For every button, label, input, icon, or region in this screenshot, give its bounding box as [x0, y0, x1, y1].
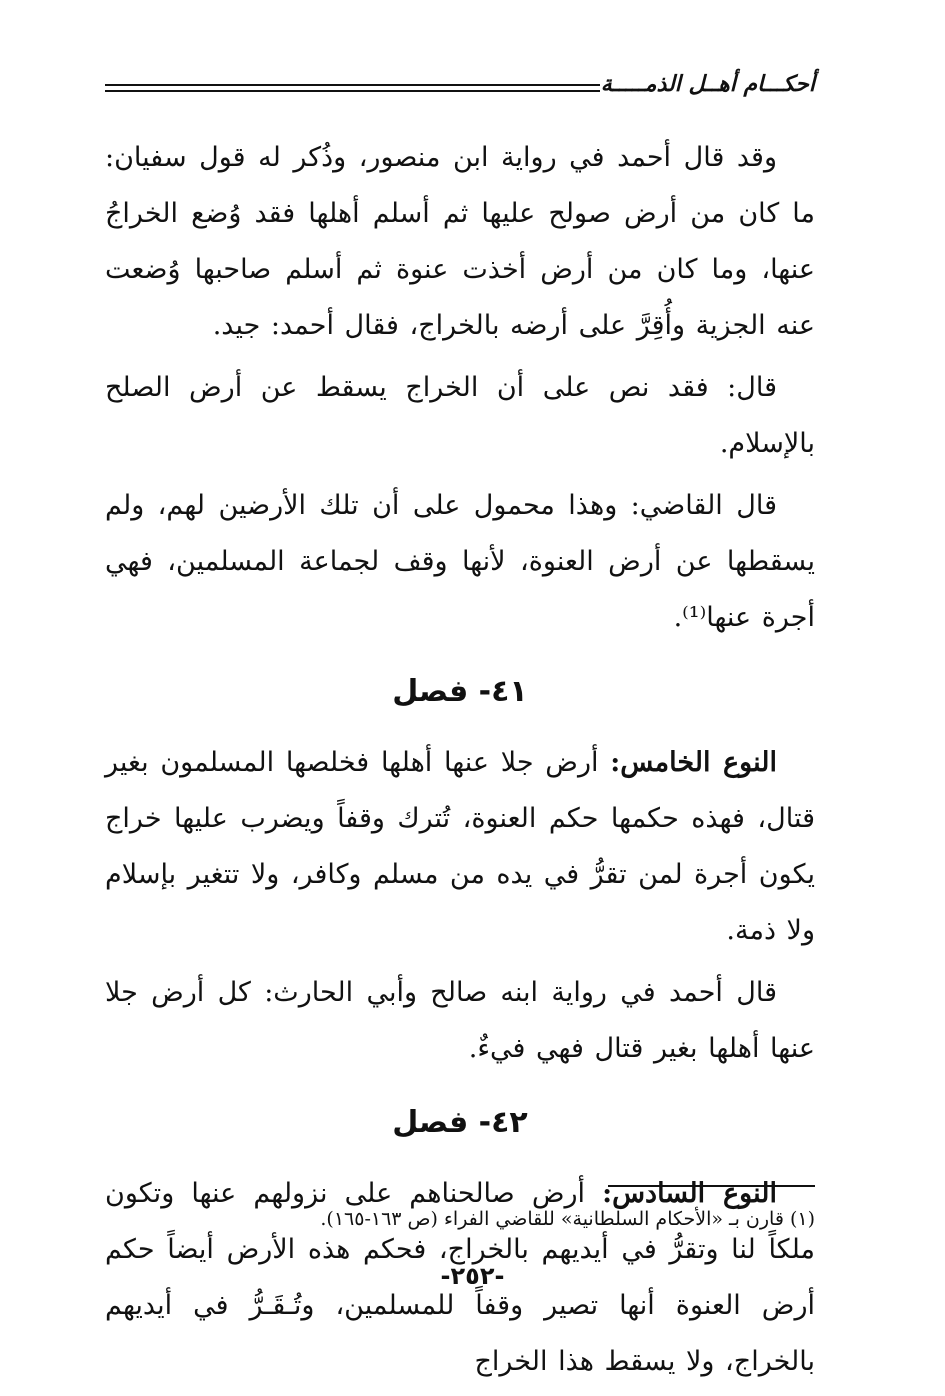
paragraph — [105, 735, 815, 959]
footnote-rule — [608, 1185, 815, 1187]
paragraph-text: أرض صالحناهم على نزولهم عنها وتكون ملكاً لنا وتقرُّ في أيديهم بالخراج، فحكم هذه الأرض أيضاً حكم أرض العنوة أنها تصير وقفاً للمسلمين، وتُـقَـرُّ في أيديهم بالخراج، ولا يسقط هذا الخراج — [105, 1178, 815, 1377]
header-rule-double — [105, 90, 600, 92]
paragraph-lead: النوع السادس: — [602, 1178, 777, 1209]
section-heading-42: ٤٢- فصل — [392, 1105, 528, 1140]
running-header — [105, 66, 815, 106]
page-number: -٢٥٢- — [440, 1262, 505, 1290]
paragraph-lead: النوع الخامس: — [610, 747, 777, 778]
paragraph: قال القاضي: وهذا محمول على أن تلك الأرضين لهم، ولم يسقطها عن أرض العنوة، لأنها وقف لجماعة المسلمين، فهي أجرة عنها⁽¹⁾. — [105, 490, 815, 633]
paragraph: قال أحمد في رواية ابنه صالح وأبي الحارث: كل أرض جلا عنها أهلها بغير قتال فهي فيءٌ. — [105, 977, 815, 1064]
header-rule — [105, 84, 600, 86]
running-title: أحكـــام أهــل الذمـــــة — [600, 72, 815, 97]
paragraph: وقد قال أحمد في رواية ابن منصور، وذُكر له قول سفيان: ما كان من أرض صولح عليها ثم أسلم أهلها فقد وُضع الخراجُ عنها، وما كان من أرض أخذت عنوة ثم أسلم صاحبها وُضعت عنه الجزية وأُقِرَّ على أرضه بالخراج، فقال أحمد: جيد. — [105, 142, 815, 341]
footnote: (١) قارن بـ «الأحكام السلطانية» للقاضي الفراء (ص ١٦٣-١٦٥). — [320, 1208, 815, 1230]
paragraph: قال: فقد نص على أن الخراج يسقط عن أرض الصلح بالإسلام. — [105, 372, 815, 459]
paragraph-text: أرض جلا عنها أهلها فخلصها المسلمون بغير قتال، فهذه حكمها حكم العنوة، تُترك وقفاً ويضرب عليها خراج يكون أجرة لمن تقرُّ في يده من مسلم وكافر، ولا تتغير بإسلام ولا ذمة. — [105, 747, 815, 946]
section-heading-41: ٤١- فصل — [392, 674, 528, 709]
